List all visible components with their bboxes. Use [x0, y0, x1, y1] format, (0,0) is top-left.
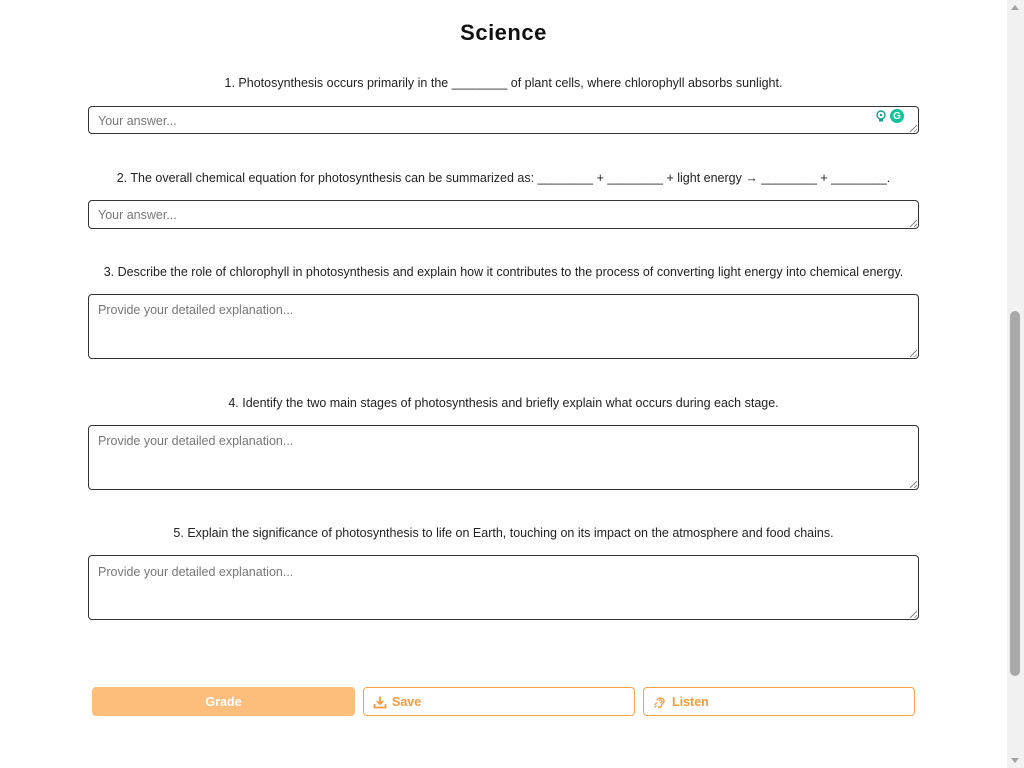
listen-button-label: Listen	[672, 694, 709, 709]
answer-3-placeholder: Provide your detailed explanation...	[98, 303, 294, 317]
grade-button[interactable]	[92, 687, 355, 716]
answer-4-textarea[interactable]	[88, 425, 919, 490]
question-4-text: 4. Identify the two main stages of photosynthesis and briefly explain what occurs during each stage.	[228, 396, 779, 410]
question-5-text: 5. Explain the significance of photosynthesis to life on Earth, touching on its impact on the atmosphere and food chains.	[173, 526, 834, 540]
listen-button[interactable]	[643, 687, 915, 716]
answer-5-placeholder: Provide your detailed explanation...	[98, 565, 294, 579]
save-button-label: Save	[392, 694, 422, 709]
writing-assistant-icons	[874, 109, 904, 123]
vertical-scrollbar[interactable]	[1007, 0, 1024, 768]
question-1-text: 1. Photosynthesis occurs primarily in the ________ of plant cells, where chlorophyll absorbs sunlight.	[224, 76, 783, 90]
download-icon	[373, 695, 387, 709]
resize-handle[interactable]	[910, 481, 917, 488]
question-3-text: 3. Describe the role of chlorophyll in photosynthesis and explain how it contributes to the process of converting light energy into chemical energy.	[103, 265, 904, 279]
scroll-down-arrow-icon[interactable]	[1011, 758, 1019, 763]
question-2-text: 2. The overall chemical equation for photosynthesis can be summarized as: ________ + ________ + light energy → ________ + ________.	[116, 171, 891, 185]
lightbulb-icon[interactable]	[874, 110, 887, 123]
resize-handle[interactable]	[910, 125, 917, 132]
resize-handle[interactable]	[910, 350, 917, 357]
scroll-up-arrow-icon[interactable]	[1011, 5, 1019, 10]
save-button[interactable]	[363, 687, 635, 716]
answer-2-placeholder: Your answer...	[98, 208, 177, 222]
scrollbar-thumb[interactable]	[1010, 311, 1020, 676]
answer-2-input[interactable]	[88, 200, 919, 229]
answer-3-textarea[interactable]	[88, 294, 919, 359]
answer-1-placeholder: Your answer...	[98, 114, 177, 128]
resize-handle[interactable]	[910, 611, 917, 618]
grade-button-label: Grade	[205, 694, 242, 709]
grammarly-icon[interactable]: G	[890, 109, 904, 123]
page-title: Science	[460, 20, 547, 45]
resize-handle[interactable]	[910, 220, 917, 227]
answer-5-textarea[interactable]	[88, 555, 919, 620]
answer-1-input[interactable]	[88, 106, 919, 134]
ear-icon	[653, 695, 667, 709]
answer-4-placeholder: Provide your detailed explanation...	[98, 434, 294, 448]
